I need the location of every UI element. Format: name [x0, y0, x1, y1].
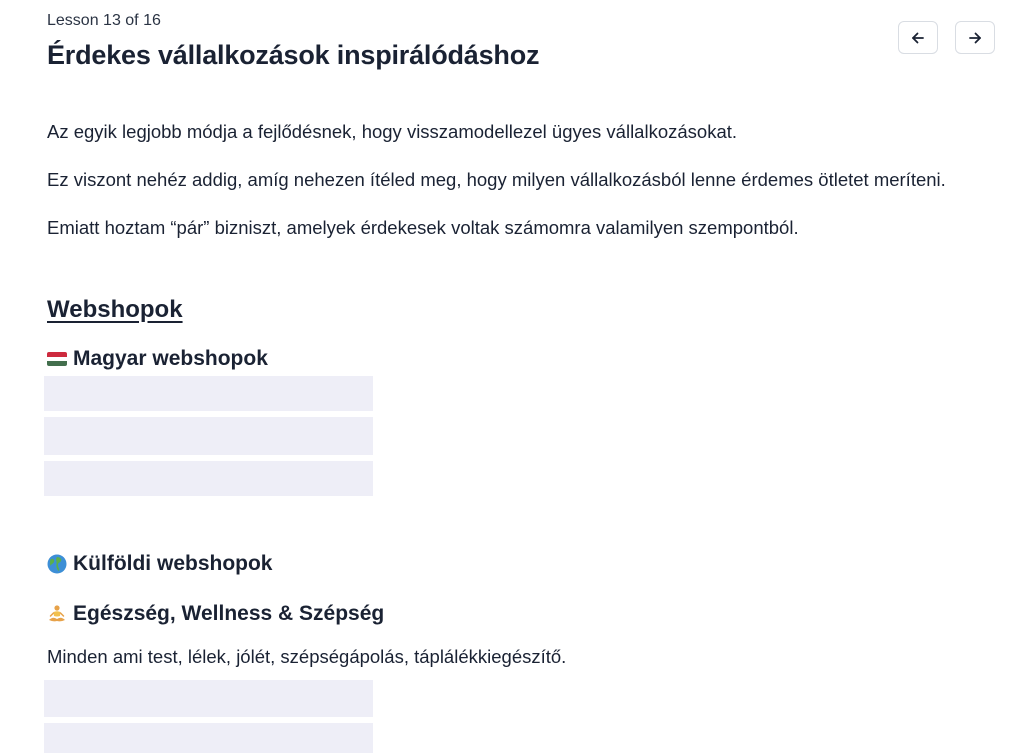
- intro-paragraph: Az egyik legjobb módja a fejlődésnek, hogy visszamodellezel ügyes vállalkozásokat.: [47, 121, 738, 142]
- health-wellness-heading: [47, 602, 384, 626]
- webshop-embed[interactable]: [44, 376, 373, 411]
- hungarian-webshops-label: Magyar webshopok: [73, 347, 268, 370]
- arrow-right-icon: [967, 30, 983, 46]
- globe-icon: [47, 554, 67, 574]
- foreign-webshops-label: Külföldi webshopok: [73, 552, 273, 575]
- foreign-webshops-heading: [47, 552, 273, 576]
- intro-paragraph: Emiatt hoztam “pár” bizniszt, amelyek érdekesek voltak számomra valamilyen szempontból.: [47, 217, 799, 238]
- intro-paragraph: Ez viszont nehéz addig, amíg nehezen ítéled meg, hogy milyen vállalkozásból lenne érdemes ötletet meríteni.: [47, 169, 946, 190]
- webshop-embed[interactable]: [44, 680, 373, 717]
- meditation-icon: [47, 604, 67, 624]
- lesson-counter: Lesson 13 of 16: [47, 12, 161, 29]
- next-lesson-button[interactable]: [955, 21, 995, 54]
- webshop-embed[interactable]: [44, 461, 373, 496]
- hungarian-webshops-heading: [47, 347, 268, 371]
- webshop-embed[interactable]: [44, 417, 373, 455]
- webshops-heading: Webshopok: [47, 296, 183, 323]
- webshop-embed[interactable]: [44, 723, 373, 753]
- hungary-flag-icon: [47, 352, 67, 366]
- arrow-left-icon: [910, 30, 926, 46]
- lesson-content: [47, 118, 977, 262]
- health-description: Minden ami test, lélek, jólét, szépségápolás, táplálékkiegészítő.: [47, 646, 567, 667]
- lesson-title: Érdekes vállalkozások inspirálódáshoz: [47, 40, 540, 70]
- health-wellness-label: Egészség, Wellness & Szépség: [73, 602, 385, 625]
- previous-lesson-button[interactable]: [898, 21, 938, 54]
